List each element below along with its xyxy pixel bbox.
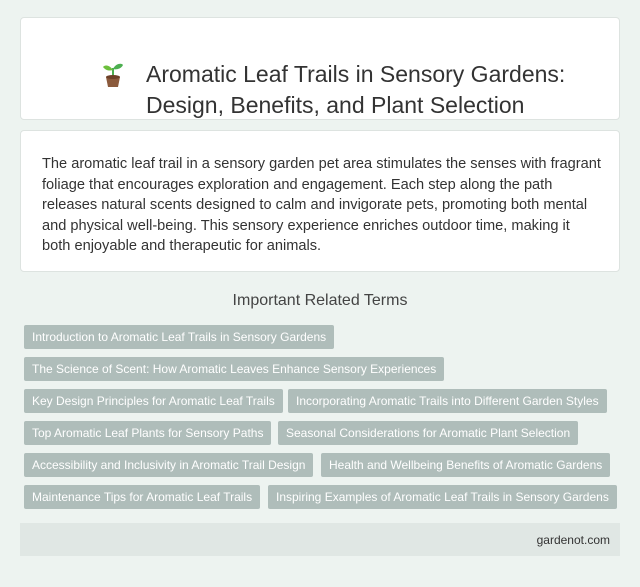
related-term-tag[interactable]: Health and Wellbeing Benefits of Aromatic Gardens	[321, 453, 610, 477]
related-term-tag[interactable]: Inspiring Examples of Aromatic Leaf Trails in Sensory Gardens	[268, 485, 617, 509]
related-term-tag[interactable]: Seasonal Considerations for Aromatic Plant Selection	[278, 421, 578, 445]
related-term-tag[interactable]: Introduction to Aromatic Leaf Trails in Sensory Gardens	[24, 325, 334, 349]
related-term-tag[interactable]: Key Design Principles for Aromatic Leaf Trails	[24, 389, 283, 413]
related-terms-heading: Important Related Terms	[232, 292, 408, 309]
intro-card	[20, 130, 620, 272]
related-term-tag[interactable]: Accessibility and Inclusivity in Aromatic Trail Design	[24, 453, 313, 477]
footer-site-name[interactable]: gardenot.com	[536, 533, 610, 547]
title-row	[21, 18, 619, 119]
intro-paragraph: The aromatic leaf trail in a sensory garden pet area stimulates the senses with fragrant foliage that encourages exploration and engagement. Each step along the path releases natural scents designed to calm and invigorate pets, promoting both mental and physical well-being. This sensory experience enriches outdoor time, making it both enjoyable and therapeutic for animals.	[42, 156, 601, 255]
related-term-tag[interactable]: Top Aromatic Leaf Plants for Sensory Paths	[24, 421, 271, 445]
header-card	[20, 17, 620, 120]
sprout-icon	[101, 60, 125, 88]
page-title: Aromatic Leaf Trails in Sensory Gardens: Design, Benefits, and Plant Selection	[146, 61, 566, 118]
related-term-tag[interactable]: Incorporating Aromatic Trails into Different Garden Styles	[288, 389, 607, 413]
related-term-tag[interactable]: The Science of Scent: How Aromatic Leaves Enhance Sensory Experiences	[24, 357, 444, 381]
related-term-tag[interactable]: Maintenance Tips for Aromatic Leaf Trails	[24, 485, 260, 509]
footer	[20, 523, 620, 556]
